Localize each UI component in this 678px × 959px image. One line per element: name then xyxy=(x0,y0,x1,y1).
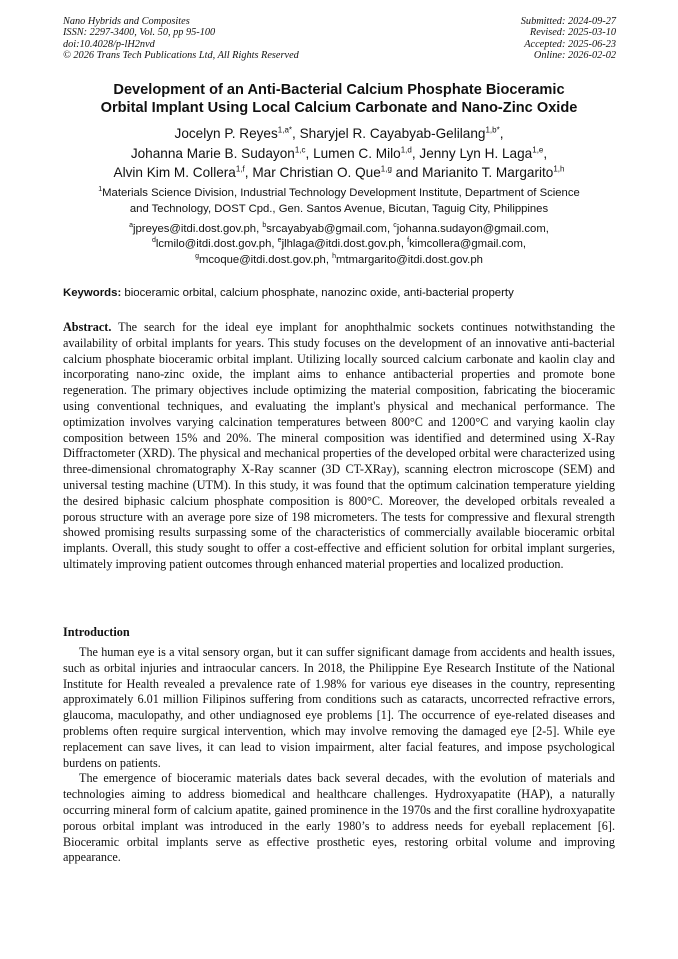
email-link[interactable]: srcayabyab@gmail.com xyxy=(266,223,387,235)
email-link[interactable]: kimcollera@gmail.com xyxy=(409,238,523,251)
author: Jenny Lyn H. Laga$^{1,e}$, xyxy=(419,144,548,161)
revised-date: Revised: 2025-03-10 xyxy=(529,27,616,39)
abstract-text: The search for the ideal eye implant for anophthalmic sockets continues notwithstanding the availability of orbital implants for years. This study focuses on the development of an innovative anti-bacterial calcium phosphate bioceramic orbital implant. Utilizing locally sourced calcium carbonate and kaolin clay and incorporating nano-zinc oxide, the implant aims to enhance antibacterial properties and promote bone regeneration. The primary objectives include optimizing the material composition, fabricating the bioceramic using conventional techniques, and evaluating the implant's physical and mechanical performance. The optimization involves varying calcination temperatures between 800°C and 1200°C and varying kaolin clay composition between 15% and 20%. The mineral composition was identified and determined using X-Ray Diffractometer (XRD). The physical and mechanical properties of the developed orbital were characterized using three-dimensional chromatography X-Ray scanner (3D CT-XRay), scanning electron microscope (SEM) and universal testing machine (UTM). In this study, it was found that the optimum calcination temperature yielding the desired biphasic calcium phosphate composition is 800°C. Moreover, the developed orbitals revealed a porous structure with an average pore size of 198 micrometers. The tests for compressive and flexural strength showed promising results surpassing some of the characteristics of commercially available bioceramic orbital implants. Overall, this study sought to offer a cost-effective and efficient solution for orbital implant surgeries, ultimately improving patient outcomes through enhanced material properties and localized production. xyxy=(63,320,615,571)
email-link[interactable]: lcmilo@itdi.dost.gov.ph xyxy=(155,238,272,251)
issn: ISSN: 2297-3400, Vol. 50, pp 95-100 xyxy=(63,27,216,39)
introduction-body xyxy=(63,645,615,866)
author-list xyxy=(40,124,638,183)
abstract-label: Abstract. xyxy=(63,320,112,334)
paper-title xyxy=(40,81,638,117)
author: Mar Christian O. Que$^{1,g}$ and xyxy=(252,164,423,180)
online-date: Online: 2026-02-02 xyxy=(533,49,616,61)
keywords-text: bioceramic orbital, calcium phosphate, nanozinc oxide, anti-bacterial property xyxy=(121,287,514,299)
author: Johanna Marie B. Sudayon$^{1,c}$, xyxy=(130,144,314,161)
doi: doi:10.4028/p-lH2nvd xyxy=(63,38,155,50)
section-heading-introduction: Introduction xyxy=(63,625,130,639)
author: Marianito T. Margarito$^{1,h}$ xyxy=(422,164,565,180)
author: Alvin Kim M. Collera$^{1,f}$, xyxy=(113,164,253,180)
email-link[interactable]: jlhlaga@itdi.dost.gov.ph xyxy=(281,238,401,251)
journal-info xyxy=(63,16,299,61)
email-list: $^a$jpreyes@itdi.dost.gov.ph, $^b$srcayabyab@gmail.com, $^c$johanna.sudayon@gmail.com, $^d$lcmilo@itdi.dost.gov.ph, $^e$jlhlaga@itdi.dost.gov.ph, $^f$kimcollera@gmail.com, $^g$mcoque@itdi.dost.gov.ph, $^h$mtmargarito@itdi.dost.gov.ph xyxy=(129,222,549,266)
paragraph: The emergence of bioceramic materials dates back several decades, with the evolution of materials and technologies aiming to address biomedical and healthcare challenges. Hydroxyapatite (HAP), a naturally occurring mineral form of calcium apatite, gained prominence in the 1970s and the first coralline hydroxyapatite porous orbital implant was introduced in the early 1980’s to address needs for eyeball replacement [6]. Bioceramic orbital implants serve as effective prosthetic eyes, restoring orbital volume and improving appearance. xyxy=(63,771,615,865)
abstract xyxy=(63,320,615,573)
email-link[interactable]: mtmargarito@itdi.dost.gov.ph xyxy=(336,253,483,266)
journal-name: Nano Hybrids and Composites xyxy=(63,16,190,27)
email-link[interactable]: johanna.sudayon@gmail.com xyxy=(396,223,546,235)
accepted-date: Accepted: 2025-06-23 xyxy=(524,38,616,50)
email-link[interactable]: mcoque@itdi.dost.gov.ph xyxy=(199,253,326,266)
title-line-2: Orbital Implant Using Local Calcium Carbonate and Nano-Zinc Oxide xyxy=(100,100,578,116)
publication-dates xyxy=(521,16,616,61)
email-link[interactable]: jpreyes@itdi.dost.gov.ph xyxy=(133,223,257,235)
author: Sharyjel R. Cayabyab-Gelilang$^{1,b*}$, xyxy=(299,125,504,141)
author: Jocelyn P. Reyes$^{1,a*}$, xyxy=(174,125,300,141)
copyright: © 2026 Trans Tech Publications Ltd, All Rights Reserved xyxy=(63,49,299,61)
author: Lumen C. Milo$^{1,d}$, xyxy=(313,144,420,161)
keywords-label: Keywords: xyxy=(63,287,122,299)
title-line-1: Development of an Anti-Bacterial Calcium Phosphate Bioceramic xyxy=(113,82,565,98)
affiliation: $^1$Materials Science Division, Industrial Technology Development Institute, Department of Science and Technology, DOST Cpd., Gen. Santos Avenue, Bicutan, Taguig City, Philippines xyxy=(98,186,580,215)
keywords xyxy=(63,286,615,301)
paragraph: The human eye is a vital sensory organ, but it can suffer significant damage from accidents and health issues, such as orbital injuries and intraocular cancers. In 2018, the Philippine Eye Research Institute of the National Institute for Health revealed a prevalence rate of 1.98% for various eye diseases in the country, representing approximately 6.01 million Filipinos suffering from conditions such as cataracts, uncorrected refractive errors, glaucoma, maculopathy, and other undiagnosed eye problems [1]. The occurrence of eye-related diseases and problems often require surgical intervention, which may involve removing the damaged eye [2-5]. While eye replacement can save lives, it can lead to vision impairment, alter facial features, and impose psychological burdens on patients. xyxy=(63,645,615,770)
submitted-date: Submitted: 2024-09-27 xyxy=(520,16,616,27)
